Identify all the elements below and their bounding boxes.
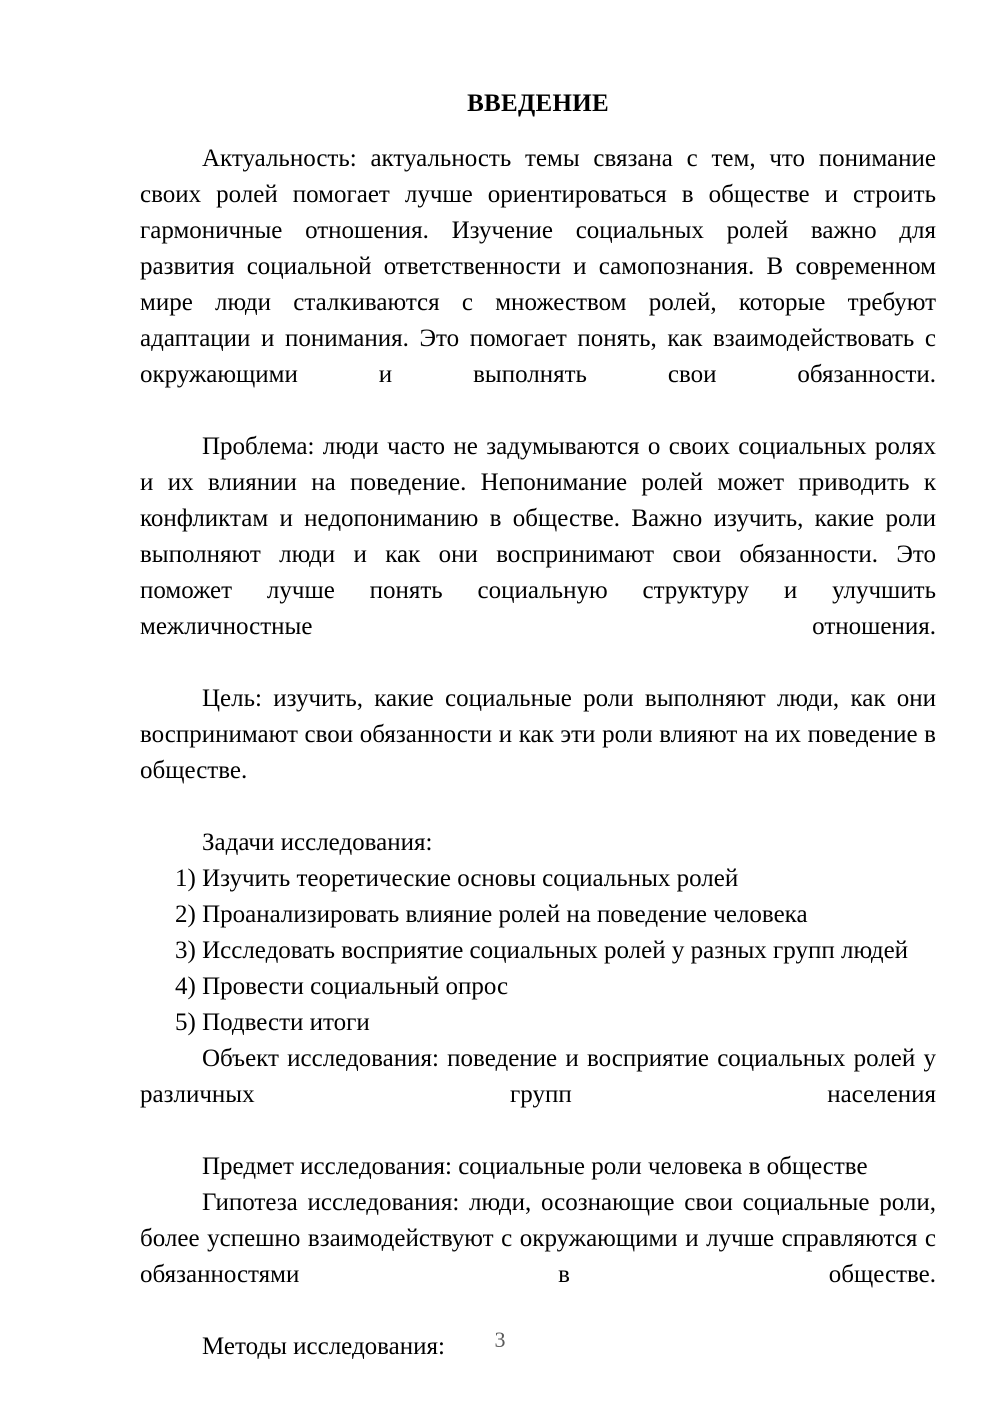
page-number: 3: [494, 1327, 506, 1352]
paragraph-subject: Предмет исследования: социальные роли человека в обществе: [202, 1153, 868, 1180]
paragraph-object: Объект исследования: поведение и восприятие социальных ролей у различных групп населения: [140, 1045, 936, 1108]
list-item: 3) Исследовать восприятие социальных ролей у разных групп людей: [175, 937, 909, 964]
list-item: 4) Провести социальный опрос: [175, 973, 509, 1000]
paragraph-hypothesis: Гипотеза исследования: люди, осознающие свои социальные роли, более успешно взаимодействуют с окружающими и лучше справляются с обязанностями в обществе.: [140, 1189, 936, 1288]
paragraph-relevance: Актуальность: актуальность темы связана с тем, что понимание своих ролей помогает лучше ориентироваться в обществе и строить гармоничные отношения. Изучение социальных ролей важно для развития социальной ответственности и самопознания. В современном мире люди сталкиваются с множеством ролей, которые требуют адаптации и понимания. Это помогает понять, как взаимодействовать с окружающими и выполнять свои обязанности.: [140, 145, 936, 388]
list-item: 1) Изучить теоретические основы социальных ролей: [175, 865, 739, 892]
document-body: [140, 86, 936, 1365]
page-title: ВВЕДЕНИЕ: [467, 90, 609, 117]
list-item: 5) Подвести итоги: [175, 1009, 370, 1036]
tasks-heading: Задачи исследования:: [202, 829, 433, 856]
tasks-list: [140, 861, 936, 1041]
paragraph-problem: Проблема: люди часто не задумываются о своих социальных ролях и их влиянии на поведение. Непонимание ролей может приводить к конфликтам и недопониманию в обществе. Важно изучить, какие роли выполняют люди и как они воспринимают свои обязанности. Это поможет лучше понять социальную структуру и улучшить межличностные отношения.: [140, 433, 936, 640]
list-item: 2) Проанализировать влияние ролей на поведение человека: [175, 901, 808, 928]
paragraph-goal: Цель: изучить, какие социальные роли выполняют люди, как они воспринимают свои обязанности и как эти роли влияют на их поведение в обществе.: [140, 685, 936, 784]
paragraph-methods: Методы исследования:: [202, 1333, 445, 1360]
